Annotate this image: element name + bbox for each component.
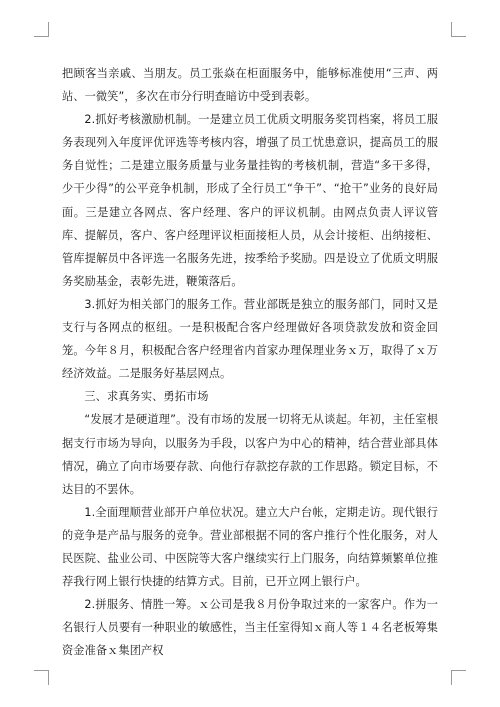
paragraph-6: 2.拼服务、情胜一筹。ｘ公司是我８月份争取过来的一家客户。作为一名银行人员要有一种职业的敏感性，当主任室得知ｘ商人等１４名老板筹集资金准备ｘ集团产权	[62, 598, 438, 658]
paragraph-1: 把顾客当亲戚、当朋友。员工张焱在柜面服务中，能够标准使用“三声、两站、一微笑”，多次在市分行明查暗访中受到表彰。	[62, 67, 438, 104]
crop-mark-top-right	[451, 22, 466, 37]
crop-mark-top-left	[34, 22, 49, 37]
section-heading: 三、求真务实、勇拓市场	[84, 390, 209, 404]
paragraph-5: 1.全面理顺营业部开户单位状况。建立大户台帐，定期走访。现代银行的竞争是产品与服务的竞争。营业部根据不同的客户推行个性化服务，对人民医院、盐业公司、中医院等大客户继续实行上门服务，向结算频繁单位推荐我行网上银行快捷的结算方式。目前，已开立网上银行户。	[62, 505, 438, 589]
paragraph-4: “发展才是硬道理”。没有市场的发展一切将无从谈起。年初，主任室根据支行市场为导向，以服务为手段，以客户为中心的精神，结合营业部具体情况，确立了向市场要存款、向他行存款挖存款的工作思路。锁定目标，不达目的不罢休。	[62, 413, 438, 496]
document-body	[62, 62, 438, 662]
paragraph-2: 2.抓好考核激励机制。一是建立员工优质文明服务奖罚档案，将员工服务表现列入年度评优评选等考核内容，增强了员工忧患意识，提高员工的服务自觉性；二是建立服务质量与业务量挂钩的考核机制，营造“多干多得，少干少得”的公平竞争机制，形成了全行员工“争干”、“抢干”业务的良好局面。三是建立各网点、客户经理、客户的评议机制。由网点负责人评议管库、提解员，客户、客户经理评议柜面接柜人员，从会计接柜、出纳接柜、管库提解员中各评选一名服务先进，按季给予奖励。四是设立了优质文明服务奖励基金，表彰先进，鞭策落后。	[62, 113, 438, 288]
crop-mark-bottom-right	[451, 670, 466, 685]
crop-mark-bottom-left	[34, 670, 49, 685]
paragraph-3: 3.抓好为相关部门的服务工作。营业部既是独立的服务部门，同时又是支行与各网点的枢纽。一是积极配合客户经理做好各项贷款发放和资金回笼。今年８月，积极配合客户经理省内首家办理保理业务ｘ万，取得了ｘ万经济效益。二是服务好基层网点。	[62, 297, 438, 381]
